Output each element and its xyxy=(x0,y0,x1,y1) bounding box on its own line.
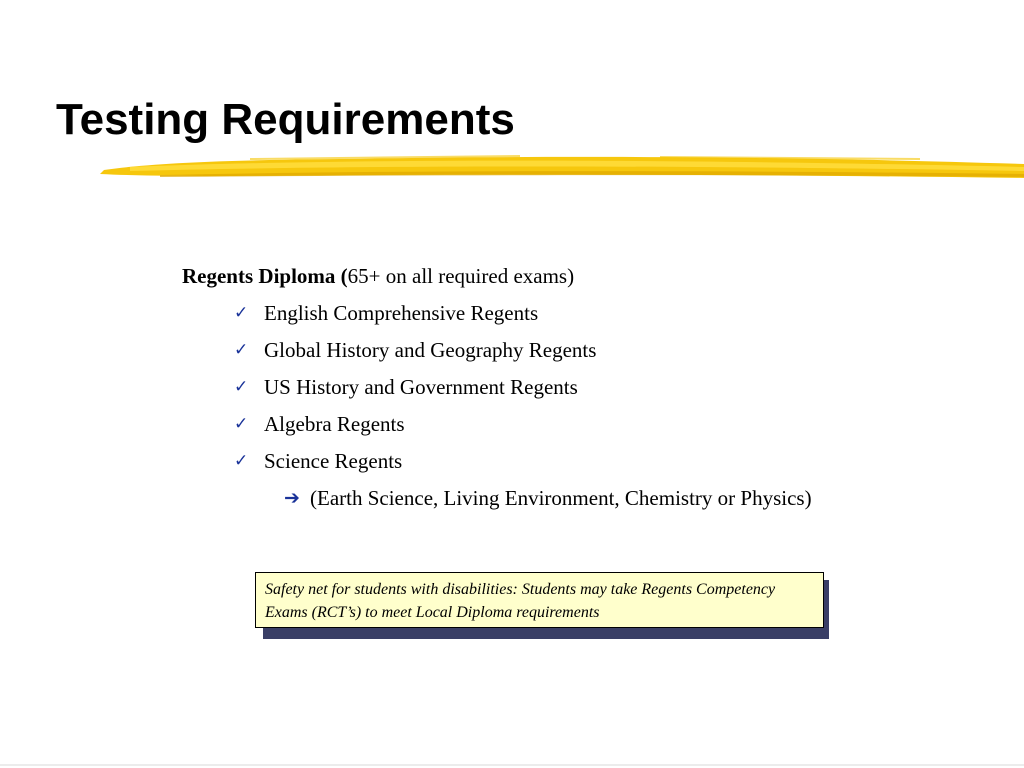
bottom-divider xyxy=(0,764,1024,766)
diploma-heading-rest: 65+ on all required exams) xyxy=(347,264,575,288)
checkmark-icon: ✓ xyxy=(234,377,249,397)
exam-list-item xyxy=(182,406,842,443)
exam-list-item xyxy=(182,295,842,332)
exam-label: English Comprehensive Regents xyxy=(264,301,539,325)
title-brush-underline xyxy=(100,148,1024,190)
exam-label: US History and Government Regents xyxy=(264,375,578,399)
exam-label: Science Regents xyxy=(264,449,403,473)
checkmark-icon: ✓ xyxy=(234,414,249,434)
checkmark-icon: ✓ xyxy=(234,451,249,471)
checkmark-icon: ✓ xyxy=(234,340,249,360)
content-body xyxy=(182,258,842,514)
safety-net-note: Safety net for students with disabilities: Students may take Regents Competency Exams (RCT’s) to meet Local Diploma requirements xyxy=(255,572,824,628)
exam-list-item xyxy=(182,332,842,369)
science-options xyxy=(182,483,842,514)
science-options-text: (Earth Science, Living Environment, Chemistry or Physics) xyxy=(310,486,812,510)
exam-label: Algebra Regents xyxy=(264,412,405,436)
diploma-heading-bold: Regents Diploma ( xyxy=(182,264,348,288)
diploma-heading xyxy=(182,258,842,295)
slide-title: Testing Requirements xyxy=(56,95,515,144)
exam-list-item xyxy=(182,443,842,480)
exam-list-item xyxy=(182,369,842,406)
exam-list xyxy=(182,295,842,480)
exam-label: Global History and Geography Regents xyxy=(264,338,597,362)
arrow-right-icon: ➔ xyxy=(284,487,300,509)
checkmark-icon: ✓ xyxy=(234,303,249,323)
